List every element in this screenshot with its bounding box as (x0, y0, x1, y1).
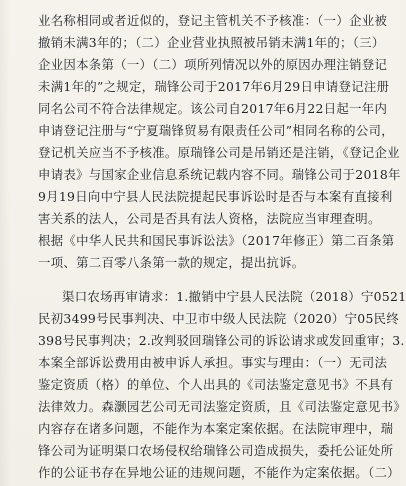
paragraph2-line-4: 本案全部诉讼费用由被申诉人承担。事实与理由：（一）无司法 (38, 355, 388, 370)
paragraph-line-3: 企业因本条第（一）（二）项所列情况以外的原因办理注销登记 (38, 57, 388, 72)
paragraph-line-11: 根据《中华人民共和国民事诉讼法》（2017年修正）第二百条第 (38, 233, 395, 248)
paragraph-line-6: 申请登记注册与“宁夏瑞锋贸易有限责任公司”相同名称的公司， (38, 123, 394, 138)
page-edge-shadow (0, 0, 10, 486)
paragraph2-line-3: 398号民事判决；2.改判驳回瑞锋公司的诉讼请求或发回重审；3. (38, 333, 405, 348)
paragraph2-line-9: 作的公证书存在异地公证的违规问题，不能作为定案依据。（二） (38, 465, 400, 480)
paragraph-line-12: 一项、第二百零八条第一款的规定，提出抗诉。 (38, 255, 305, 270)
paragraph-line-1: 业名称相同或者近似的，登记主管机关不予核准：（一）企业被 (38, 13, 388, 28)
paragraph2-line-6: 法律效力。森灏园艺公司无司法鉴定资质，且《司法鉴定意见书》 (38, 399, 406, 414)
paragraph-line-5: 同名公司不符合法律规定。该公司自2017年6月22日起一年内 (38, 101, 388, 116)
paragraph2-line-1: 渠口农场再审请求：1.撤销中宁县人民法院（2018）宁0521 (62, 289, 406, 304)
paragraph-line-2: 撤销未满3年的；（二）企业营业执照被吊销未满1年的；（三） (38, 35, 385, 50)
paragraph-line-7: 登记机关应当不予核准。原瑞锋公司是吊销还是注销，《登记企业 (38, 145, 400, 160)
paragraph2-line-5: 鉴定资质（格）的单位、个人出具的《司法鉴定意见书》不具有 (38, 377, 394, 392)
paragraph-line-4: 未满1年的”之规定，瑞锋公司于2017年6月29日申请登记注册 (38, 79, 390, 94)
paragraph2-line-7: 内容存在诸多问题，不能作为本案定案依据。在法院审理中，瑞 (38, 421, 394, 436)
paragraph2-line-2: 民初3499号民事判决、中卫市中级人民法院（2020）宁05民终 (38, 311, 400, 326)
paragraph-line-9: 9月19日向中宁县人民法院提起民事诉讼时是否与本案有直接利 (38, 189, 393, 204)
paragraph-line-10: 害关系的法人，公司是否具有法人资格，法院应当审理查明。 (38, 211, 381, 226)
paragraph-line-8: 申请表》与国家企业信息系统记载内容不同。瑞锋公司于2018年 (38, 167, 401, 182)
paragraph2-line-8: 锋公司为证明渠口农场侵权给瑞锋公司造成损失，委托公证处所 (38, 443, 394, 458)
